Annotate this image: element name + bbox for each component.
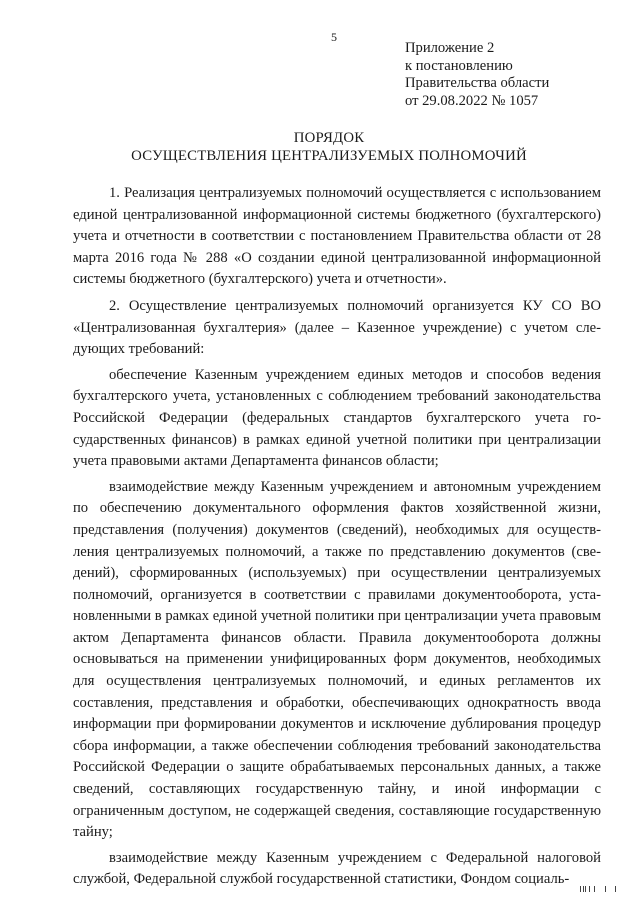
page-number: 5 [331,30,337,44]
paragraph-3: обеспечение Казенным учреждением единых методов и способов ведения бухгалтерского учета, установленных с соблюдением требований законодательства Российской Федерации (федеральных стандартов бухгалтерского учета государственных финансов) в рамках единой учетной политики при централизации учета правовыми актами Департамента финансов области; [73,366,601,470]
appendix-line-1: Приложение 2 [405,40,495,56]
document-title [0,130,640,165]
scan-barcode-mark [580,886,620,896]
paragraph-2: 2. Осуществление централизуемых полномочий организуется КУ СО ВО «Централизованная бухгалтерия» (далее – Казенное учреждение) с учетом следующих требований: [73,297,601,358]
paragraph-5: взаимодействие между Казенным учреждением с Федеральной налоговой службой, Федеральной службой государственной статистики, Фондом социаль- [73,849,601,888]
document-body [73,183,601,891]
title-line-2: ОСУЩЕСТВЛЕНИЯ ЦЕНТРАЛИЗУЕМЫХ ПОЛНОМОЧИЙ [131,147,527,164]
appendix-line-4: от 29.08.2022 № 1057 [405,92,539,109]
appendix-line-2: к постановлению [405,57,513,74]
appendix-header [405,40,549,110]
title-line-1: ПОРЯДОК [293,130,365,146]
paragraph-1: 1. Реализация централизуемых полномочий осуществляется с использованием единой централизованной информационной системы бюджетного (бухгалтерского) учета и отчетности в соответствии с постановлением Правительства области от 28 марта 2016 года № 288 «О создании единой централизованной информационной системы бюджетного (бухгалтерского) учета и отчетности». [73,185,601,288]
appendix-line-3: Правительства области [405,75,550,91]
paragraph-4: взаимодействие между Казенным учреждением и автономным учреждением по обеспечению документального оформления фактов хозяйственной жизни, представления (получения) документов (сведений), необходимых для осуществления централизуемых полномочий, а также по представлению документов (сведений), сформированных (используемых) при осуществлении централизуемых полномочий, организуется в соответствии с правилами документооборота, установленными в рамках единой учетной политики при централизации учета правовым актом Департамента финансов области. Правила документооборота должны основываться на применении унифицированных форм документов, необходимых для осуществления централизуемых полномочий, и единых регламентов их составления, представления и обработки, обеспечивающих однократность ввода информации при формировании документов и исключение дублирования процедур сбора информации, а также обеспечении соблюдения требований законодательства Российской Федерации о защите обрабатываемых персональных данных, а также сведений, составляющих государственную тайну, и иной информации с ограниченным доступом, не содержащей сведения, составляющие государственную тайну; [73,478,601,841]
